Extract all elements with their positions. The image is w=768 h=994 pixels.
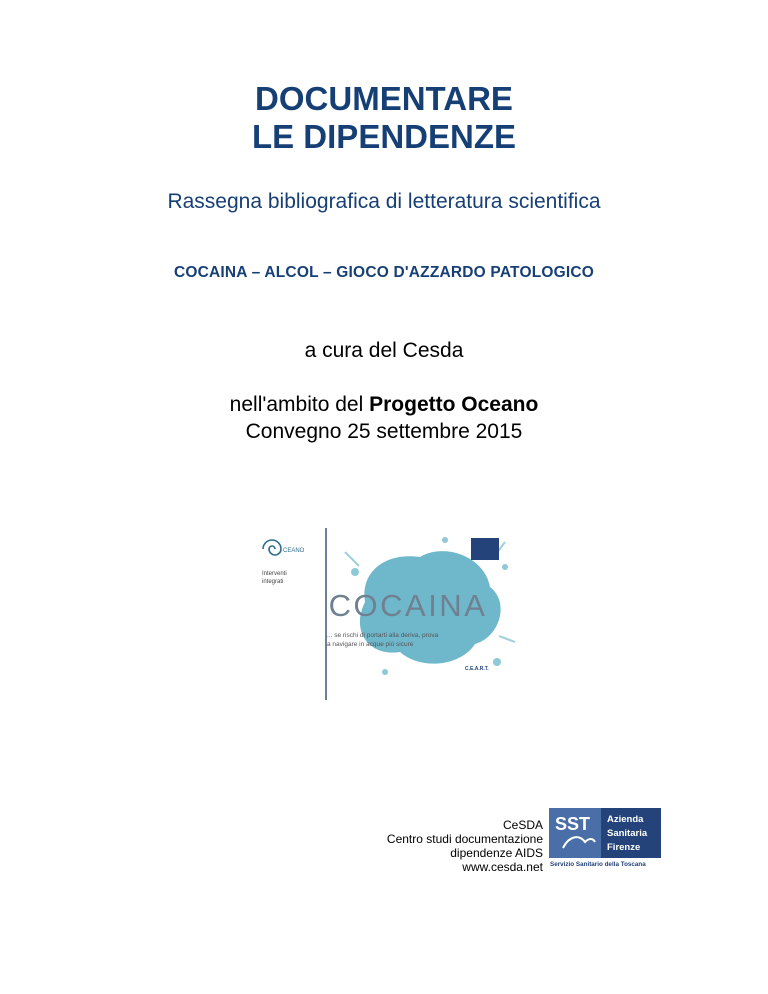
sst-bottom: Servizio Sanitario della Toscana <box>550 861 646 868</box>
sst-abbr: SST <box>555 814 591 834</box>
topics-line: COCAINA – ALCOL – GIOCO D'AZZARDO PATOLOGICO <box>173 264 595 281</box>
oceano-logo-icon <box>259 538 285 560</box>
interventi-label <box>262 570 287 586</box>
project-name: Progetto Oceano <box>369 393 539 416</box>
page-title <box>0 80 768 156</box>
sst-logo <box>549 808 661 868</box>
tagline-line-2: a navigare in acque più sicure <box>327 641 414 648</box>
sst-name-1: Azienda <box>607 814 644 825</box>
cesda-line-2: dipendenze AIDS <box>450 846 543 860</box>
interventi-line-1: Interventi <box>262 571 287 577</box>
cover-image <box>253 528 521 700</box>
subtitle: Rassegna bibliografica di letteratura scientifica <box>167 190 601 213</box>
interventi-line-2: integrati <box>262 579 284 585</box>
cesda-line-1: Centro studi documentazione <box>386 832 543 846</box>
project-prefix: nell'ambito del <box>229 393 370 416</box>
conference-line: Convegno 25 settembre 2015 <box>245 420 523 443</box>
title-line-1: DOCUMENTARE <box>255 80 513 117</box>
cesda-website: www.cesda.net <box>462 860 543 874</box>
project-block <box>0 391 768 445</box>
cocaina-word: COCAINA <box>328 588 488 623</box>
cover-tagline <box>327 631 438 649</box>
project-line <box>0 391 768 418</box>
sst-name-3: Firenze <box>607 842 641 853</box>
tagline-line-1: ... se rischi di portarti alla deriva, prova <box>327 632 439 639</box>
sst-name-2: Sanitaria <box>607 828 648 839</box>
asf-mini-logo-icon <box>471 538 499 560</box>
oceano-label: CEANO <box>283 548 305 554</box>
title-line-2: LE DIPENDENZE <box>251 118 517 155</box>
ceart-label: C.E.A.R.T. <box>465 666 489 672</box>
curator-line: a cura del Cesda <box>304 339 464 362</box>
cesda-info <box>387 818 543 874</box>
cesda-name: CeSDA <box>502 818 543 832</box>
